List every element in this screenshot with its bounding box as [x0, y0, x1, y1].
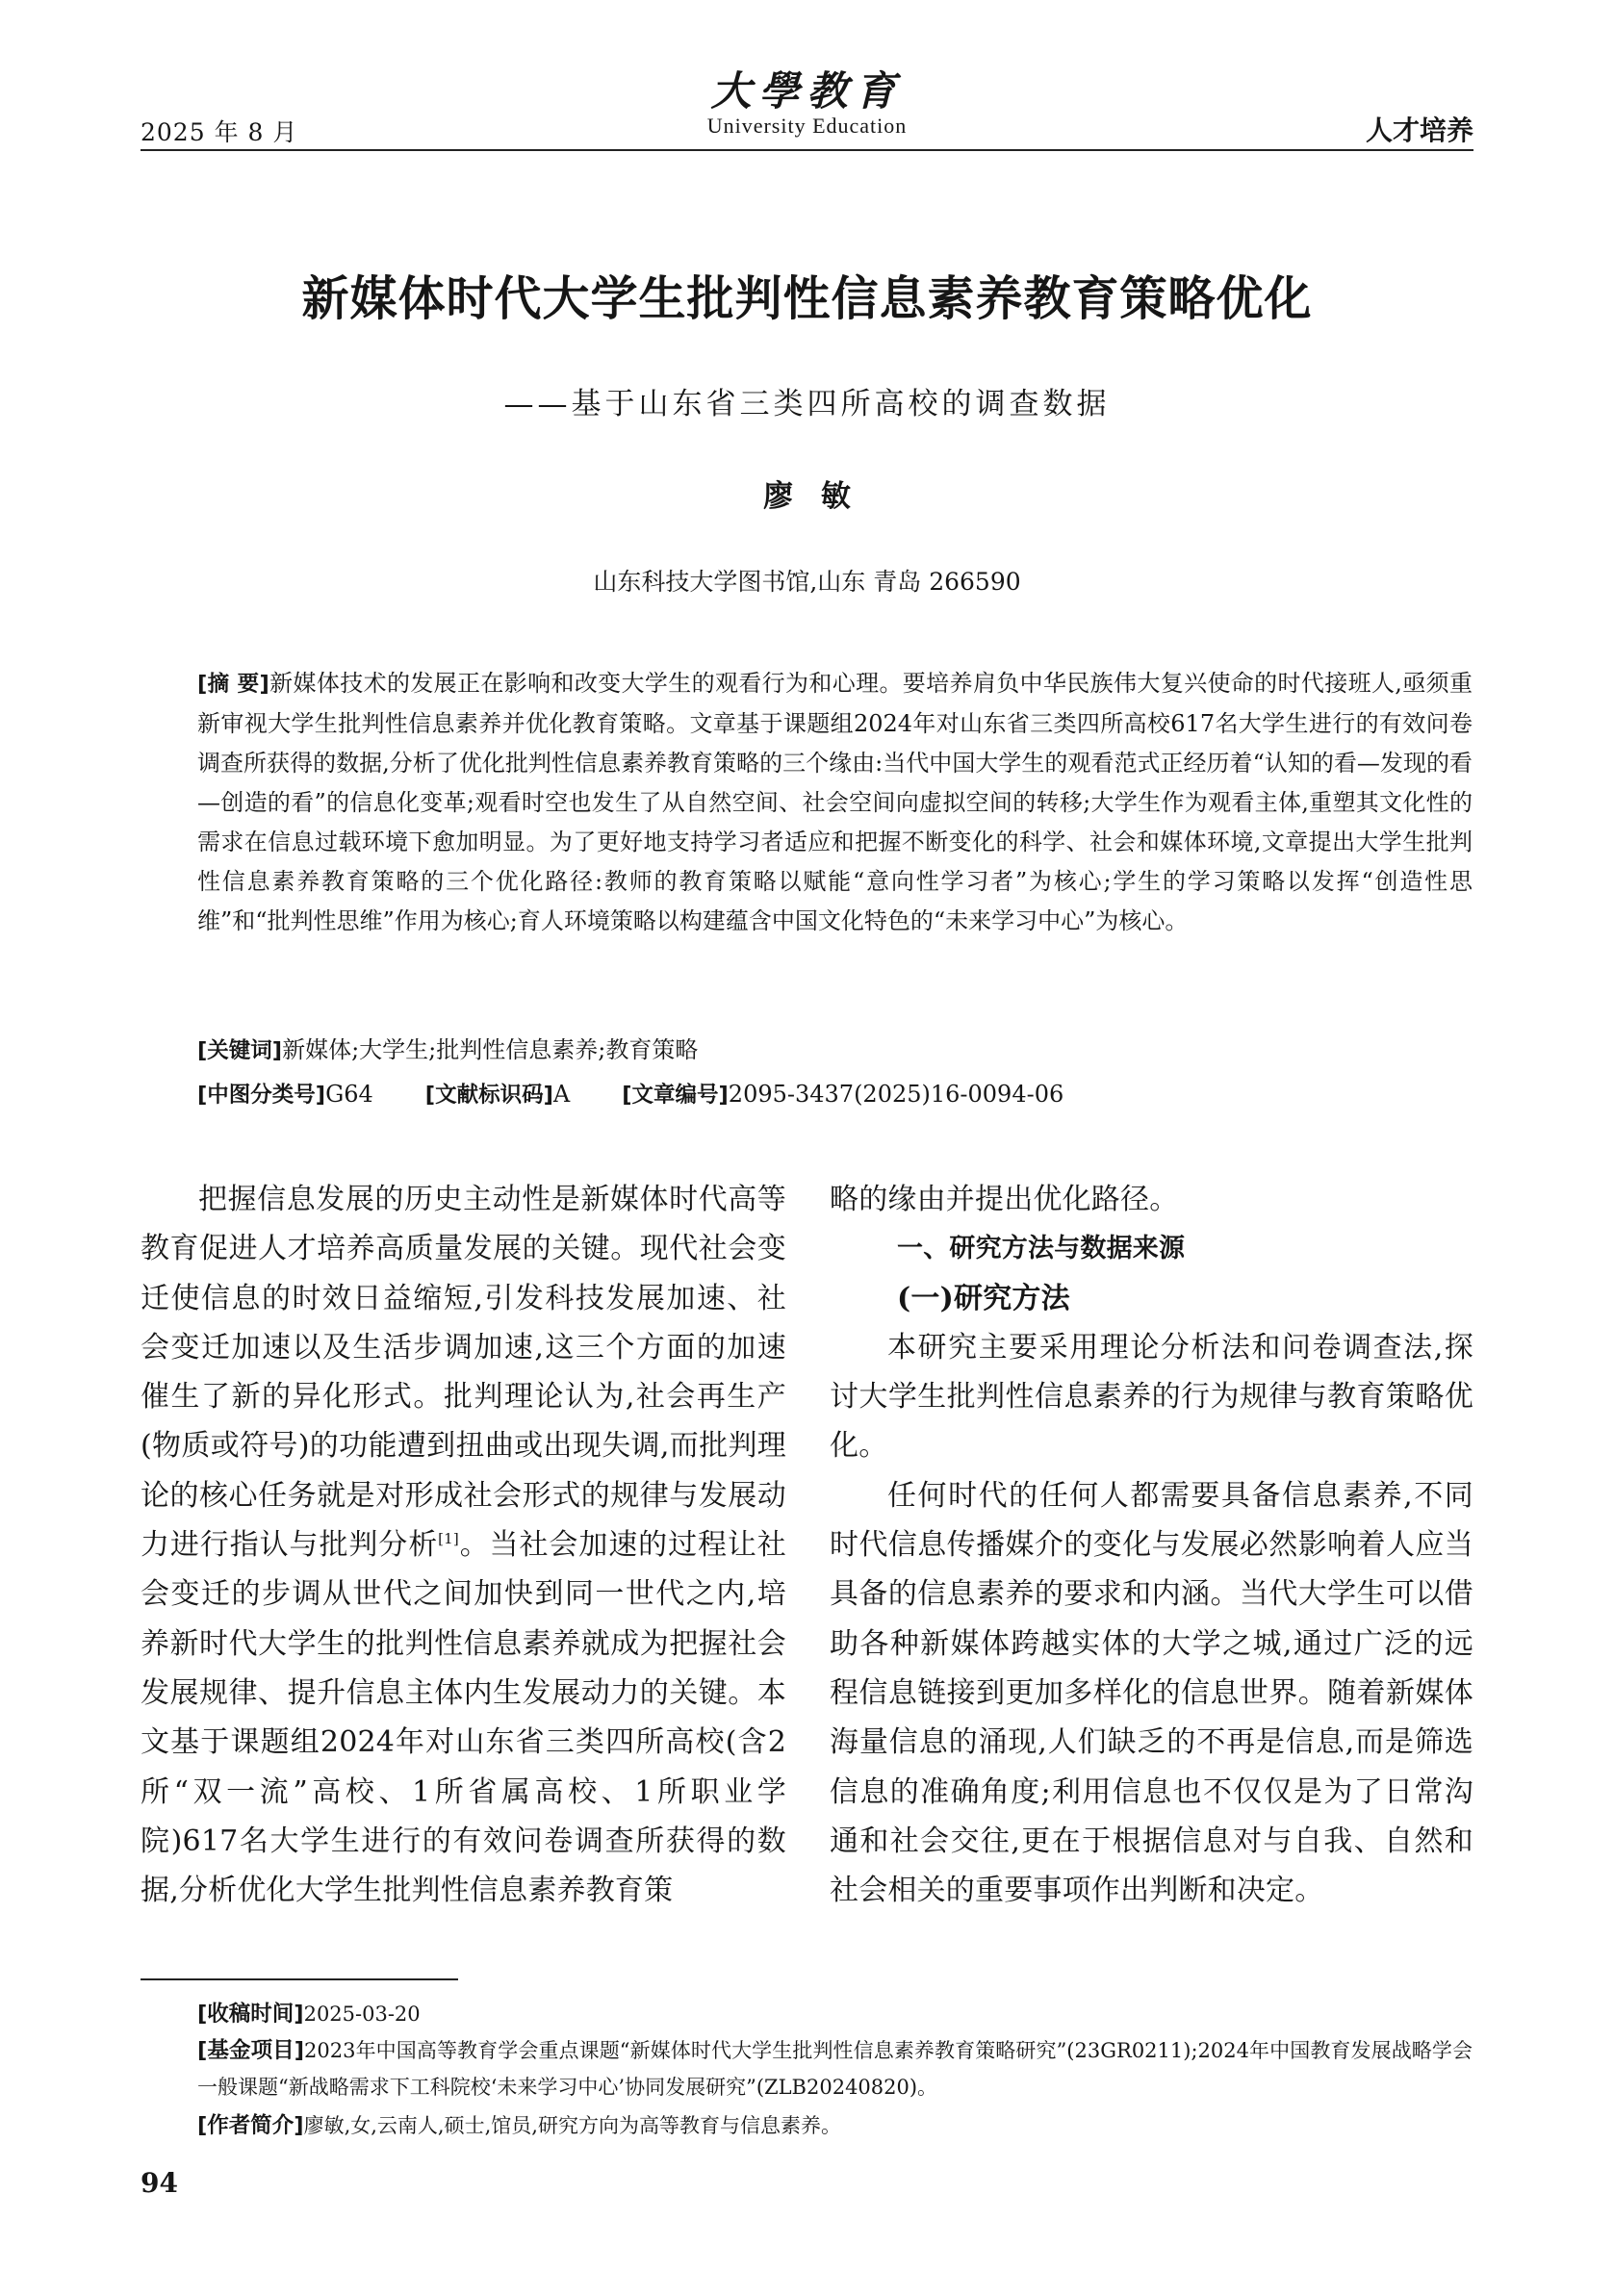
- abstract-label: [摘 要]: [197, 672, 269, 697]
- column-name: 人才培养: [1365, 115, 1473, 146]
- page-number: 94: [141, 2167, 178, 2199]
- footnote-rule: [141, 1978, 458, 1980]
- body-paragraph-continued: 略的缘由并提出优化路径。: [830, 1183, 1179, 1216]
- body-left-column: [141, 1175, 786, 1915]
- doc-code-value: A: [552, 1081, 571, 1108]
- footnote-fund: [基金项目]2023年中国高等教育学会重点课题“新媒体时代大学生批判性信息素养教育策略研究”(23GR0211);2024年中国教育发展战略学会一般课题“新战略需求下工科院校‘未来学习中心’协同发展研究”(ZLB20240820)。: [197, 2038, 1473, 2099]
- article-subtitle: ——基于山东省三类四所高校的调查数据: [503, 387, 1111, 421]
- abstract-text: 新媒体技术的发展正在影响和改变大学生的观看行为和心理。要培养肩负中华民族伟大复兴使命的时代接班人,亟须重新审视大学生批判性信息素养并优化教育策略。文章基于课题组2024年对山东省三类四所高校617名大学生进行的有效问卷调查所获得的数据,分析了优化批判性信息素养教育策略的三个缘由:当代中国大学生的观看范式正经历着“认知的看—发现的看—创造的看”的信息化变革;观看时空也发生了从自然空间、社会空间向虚拟空间的转移;大学生作为观看主体,重塑其文化性的需求在信息过载环境下愈加明显。为了更好地支持学习者适应和把握不断变化的科学、社会和媒体环境,文章提出大学生批判性信息素养教育策略的三个优化路径:教师的教育策略以赋能“意向性学习者”为核心;学生的学习策略以发挥“创造性思维”和“批判性思维”作用为核心;育人环境策略以构建蕴含中国文化特色的“未来学习中心”为核心。: [197, 670, 1473, 934]
- subsection-heading: (一)研究方法: [897, 1281, 1070, 1315]
- author-affiliation: 山东科技大学图书馆,山东 青岛 266590: [593, 568, 1021, 596]
- keywords-text: 新媒体;大学生;批判性信息素养;教育策略: [282, 1036, 699, 1063]
- journal-name-english: University Education: [706, 114, 908, 138]
- article-title: 新媒体时代大学生批判性信息素养教育策略优化: [301, 271, 1313, 326]
- keywords-row: [197, 1031, 1473, 1071]
- body-paragraph: 本研究主要采用理论分析法和问卷调查法,探讨大学生批判性信息素养的行为规律与教育策略优化。: [830, 1330, 1473, 1464]
- article-number-value: 2095-3437(2025)16-0094-06: [728, 1081, 1064, 1108]
- footnote-author-bio: [作者简介]廖敏,女,云南人,硕士,馆员,研究方向为高等教育与信息素养。: [197, 2113, 841, 2138]
- author-name: 廖 敏: [763, 479, 851, 514]
- classification-row: [197, 1075, 1473, 1115]
- article-number-label: [文章编号]: [622, 1083, 729, 1108]
- footnote-received: [收稿时间]2025-03-20: [197, 2002, 421, 2027]
- clc-label: [中图分类号]: [197, 1083, 326, 1108]
- keywords-label: [关键词]: [197, 1038, 283, 1063]
- header-rule: [141, 149, 1473, 151]
- body-right-column: [830, 1175, 1473, 1915]
- body-paragraph: 把握信息发展的历史主动性是新媒体时代高等教育促进人才培养高质量发展的关键。现代社会变迁使信息的时效日益缩短,引发科技发展加速、社会变迁加速以及生活步调加速,这三个方面的加速催生了新的异化形式。批判理论认为,社会再生产(物质或符号)的功能遭到扭曲或出现失调,而批判理论的核心任务就是对形成社会形式的规律与发展动力进行指认与批判分析[1]。当社会加速的过程让社会变迁的步调从世代之间加快到同一世代之内,培养新时代大学生的批判性信息素养就成为把握社会发展规律、提升信息主体内生发展动力的关键。本文基于课题组2024年对山东省三类四所高校(含2所“双一流”高校、1所省属高校、1所职业学院)617名大学生进行的有效问卷调查所获得的数据,分析优化大学生批判性信息素养教育策: [141, 1183, 787, 1908]
- clc-value: G64: [325, 1081, 373, 1108]
- citation-ref[interactable]: [1]: [438, 1530, 459, 1548]
- doc-code-label: [文献标识码]: [424, 1083, 553, 1108]
- abstract: [197, 664, 1473, 941]
- journal-logo: 大學教育: [710, 67, 904, 115]
- issue-date: 2025 年 8 月: [141, 118, 298, 146]
- body-paragraph: 任何时代的任何人都需要具备信息素养,不同时代信息传播媒介的变化与发展必然影响着人应当具备的信息素养的要求和内涵。当代大学生可以借助各种新媒体跨越实体的大学之城,通过广泛的远程信息链接到更加多样化的信息世界。随着新媒体海量信息的涌现,人们缺乏的不再是信息,而是筛选信息的准确角度;利用信息也不仅仅是为了日常沟通和社会交往,更在于根据信息对与自我、自然和社会相关的重要事项作出判断和决定。: [830, 1478, 1473, 1908]
- section-heading: 一、研究方法与数据来源: [897, 1234, 1186, 1264]
